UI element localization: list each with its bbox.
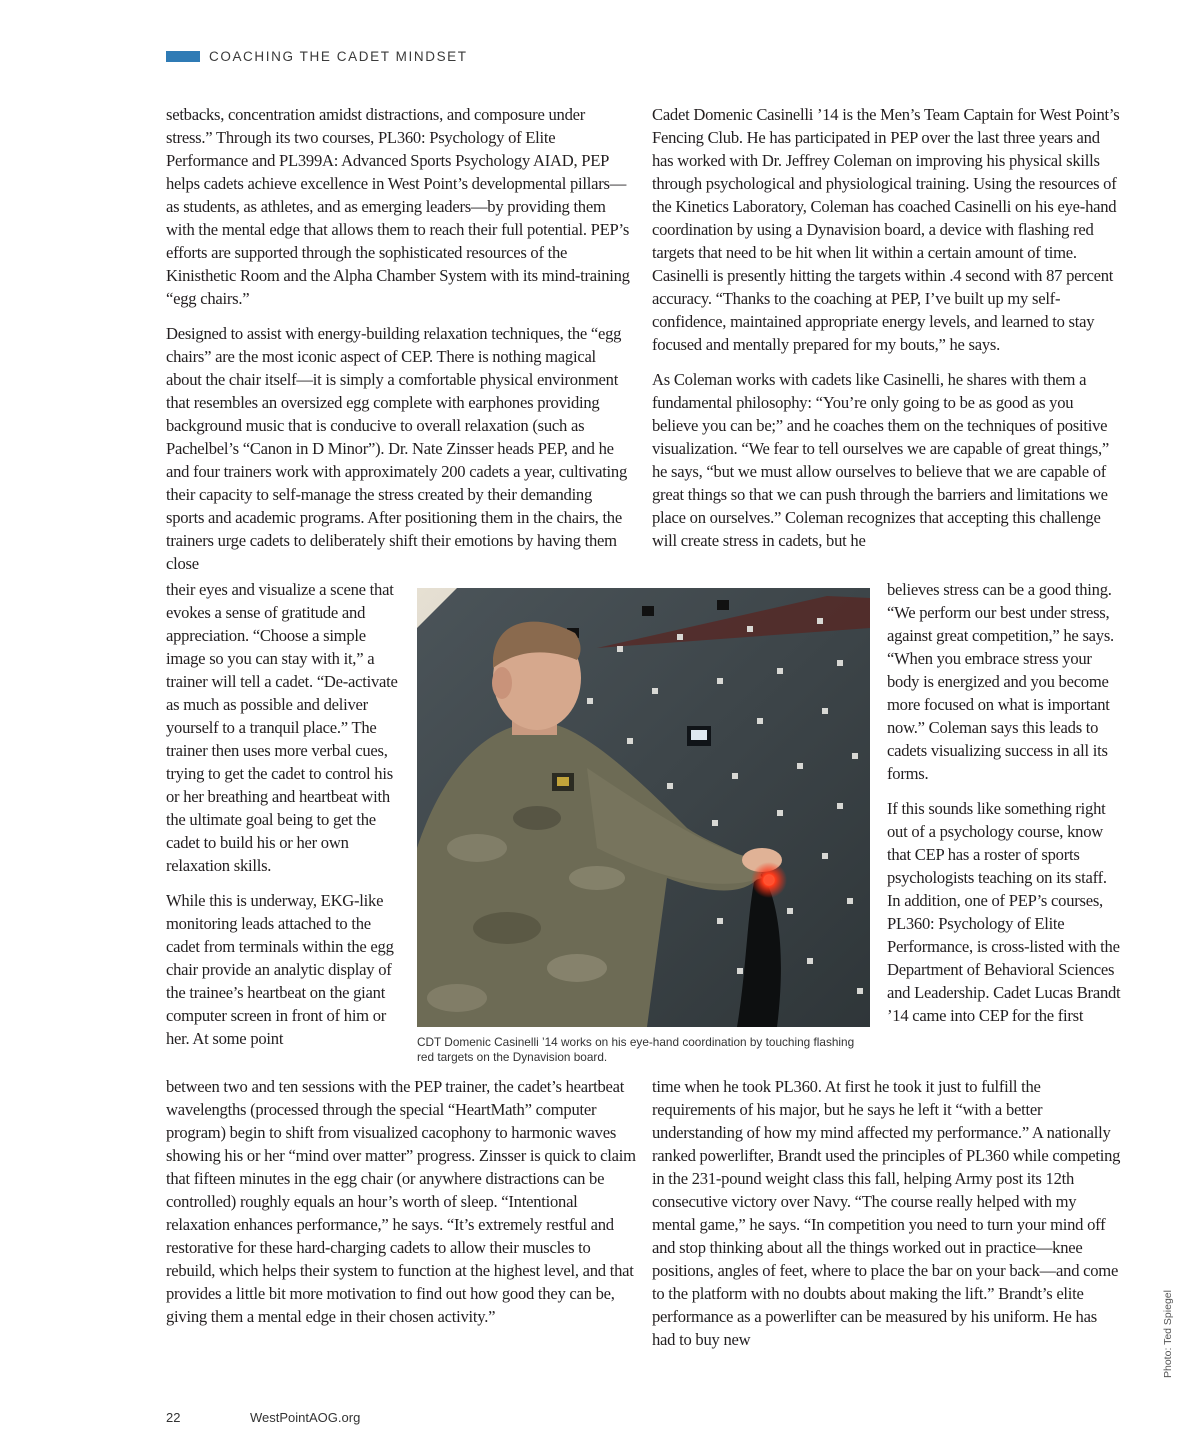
photo-credit: Photo: Ted Spiegel: [1162, 1290, 1174, 1378]
photo-illustration: [417, 588, 870, 1027]
left-paragraph-1: setbacks, concentration amidst distractions, and composure under stress.” Through its two courses, PL360: Psychology of Elite Performance and PL399A: Advanced Sports Psychology AIAD, PEP helps cadets achieve excellence in West Point’s developmental pillars—as students, as athletes, and as emerging leaders—by providing them with the mental edge that allows them to reach their full potential. PEP’s efforts are supported through the sophisticated resources of the Kinisthetic Room and the Alpha Chamber System with its mind-training “egg chairs.”: [166, 105, 630, 308]
photo-caption: CDT Domenic Casinelli ’14 works on his eye-hand coordination by touching flashing red targets on the Dynavision board.: [417, 1035, 855, 1064]
left-paragraph-3-cont: between two and ten sessions with the PEP trainer, the cadet’s heartbeat wavelengths (processed through the special “HeartMath” computer program) begin to shift from visualized cacophony to harmonic waves showing his or her “mind over matter” progress. Zinsser is quick to claim that fifteen minutes in the egg chair (or anywhere distractions can be controlled) roughly equals an hour’s worth of sleep. “Intentional relaxation enhances performance,” he says. “It’s extremely restful and restorative for these hard-charging cadets to allow their muscles to rebuild, which helps their system to function at the highest level, and that provides a little bit more motivation to find out how good they can be, giving them a mental edge in their chosen activity.”: [166, 1077, 636, 1326]
header-accent-bar: [166, 51, 200, 62]
cadet-dynavision-photo: [417, 588, 870, 1027]
section-header: [166, 48, 468, 64]
left-column-top: [166, 103, 634, 575]
right-column-narrow: [887, 578, 1122, 1027]
right-column-bottom: [652, 1075, 1122, 1363]
page-number: 22: [166, 1410, 181, 1425]
left-paragraph-3: While this is underway, EKG-like monitoring leads attached to the cadet from terminals within the egg chair provide an analytic display of the trainee’s heartbeat on the giant computer screen in front of him or her. At some point: [166, 891, 394, 1048]
left-paragraph-2: Designed to assist with energy-building relaxation techniques, the “egg chairs” are the most iconic aspect of CEP. There is nothing magical about the chair itself—it is simply a comfortable physical environment that resembles an oversized egg complete with earphones providing background music that is conducive to overall relaxation (such as Pachelbel’s “Canon in D Minor”). Dr. Nate Zinsser heads PEP, and he and four trainers work with approximately 200 cadets a year, cultivating their capacity to self-manage the stress created by their demanding sports and academic programs. After positioning them in the chairs, the trainers urge cadets to deliberately shift their emotions by having them close: [166, 324, 628, 573]
left-paragraph-2-cont: their eyes and visualize a scene that evokes a sense of gratitude and appreciation. “Choose a simple image so you can stay with it,” a trainer will tell a cadet. “De-activate as much as possible and deliver yourself to a tranquil place.” The trainer then uses more verbal cues, trying to get the cadet to control his or her breathing and heartbeat with the ultimate goal being to get the cadet to build his or her own relaxation skills.: [166, 580, 398, 875]
website-url: WestPointAOG.org: [250, 1410, 361, 1425]
section-title: COACHING THE CADET MINDSET: [209, 48, 468, 64]
right-paragraph-2: As Coleman works with cadets like Casinelli, he shares with them a fundamental philosophy: “You’re only going to be as good as you believe you can be;” and he coaches them on the techniques of positive visualization. “We fear to tell ourselves we are capable of great things,” he says, “but we must allow ourselves to believe that we are capable of great things so that we can push through the barriers and limitations we place on ourselves.” Coleman recognizes that accepting this challenge will create stress in cadets, but he: [652, 370, 1110, 550]
right-paragraph-3-cont: time when he took PL360. At first he took it just to fulfill the requirements of his major, but he says he left it “with a better understanding of how my mind affected my performance.” A nationally ranked powerlifter, Brandt used the principles of PL360 while competing in the 231-pound weight class this fall, helping Army post its 12th consecutive victory over Navy. “The course really helped with my mental game,” he says. “In competition you need to turn your mind off and stop thinking about all the things worked out in practice—knee positions, angles of feet, where to place the bar on your back—and come to the platform with no doubts about making the lift.” Brandt’s elite performance as a powerlifter can be measured by his uniform. He has had to buy new: [652, 1077, 1121, 1349]
right-column-top: [652, 103, 1122, 552]
right-paragraph-1: Cadet Domenic Casinelli ’14 is the Men’s Team Captain for West Point’s Fencing Club. He has participated in PEP over the last three years and has worked with Dr. Jeffrey Coleman on improving his physical skills through psychological and physiological training. Using the resources of the Kinetics Laboratory, Coleman has coached Casinelli on his eye-hand coordination by using a Dynavision board, a device with flashing red targets that need to be hit when lit within a certain amount of time. Casinelli is presently hitting the targets within .4 second with 87 percent accuracy. “Thanks to the coaching at PEP, I’ve built up my self-confidence, maintained appropriate energy levels, and learned to stay focused and mentally prepared for my bouts,” he says.: [652, 105, 1120, 354]
left-column-bottom: [166, 1075, 636, 1340]
right-paragraph-3: If this sounds like something right out of a psychology course, know that CEP has a roster of sports psychologists teaching on its staff. In addition, one of PEP’s courses, PL360: Psychology of Elite Performance, is cross-listed with the Department of Behavioral Sciences and Leadership. Cadet Lucas Brandt ’14 came into CEP for the first: [887, 799, 1121, 1025]
left-column-narrow: [166, 578, 402, 1050]
right-paragraph-2-cont: believes stress can be a good thing. “We perform our best under stress, against great competition,” he says. “When you embrace stress your body is energized and you become more focused on what is important now.” Coleman says this leads to cadets visualizing success in all its forms.: [887, 580, 1114, 783]
